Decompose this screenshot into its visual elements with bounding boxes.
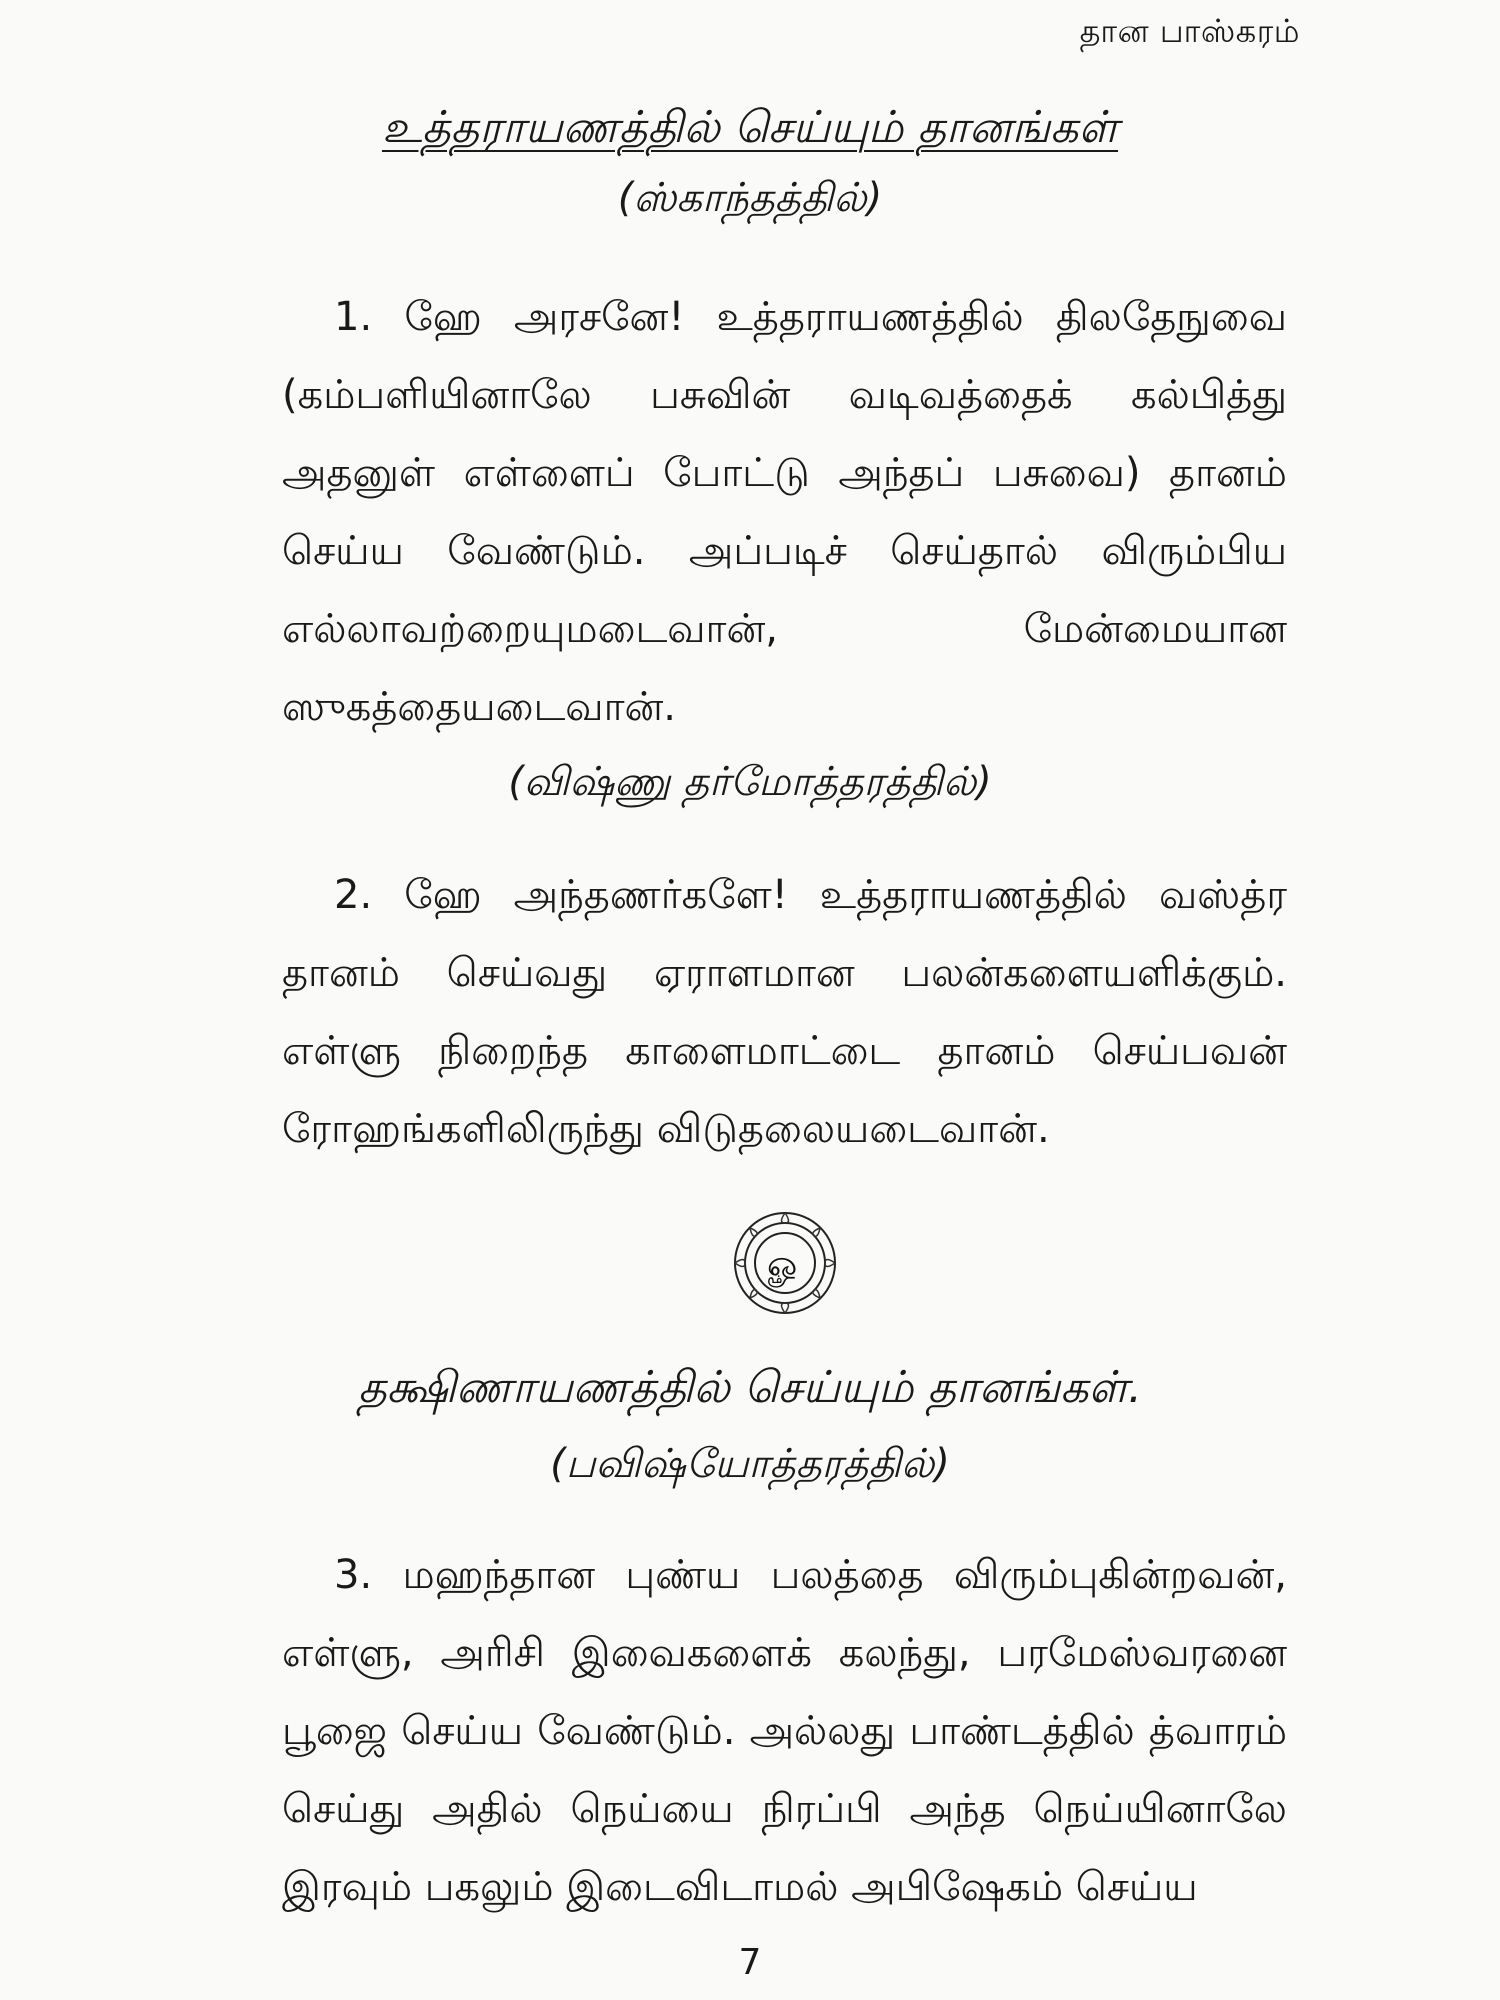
running-header: தான பாஸ்கரம் <box>1079 12 1300 50</box>
paragraph-3: 3. மஹந்தான புண்ய பலத்தை விரும்புகின்றவன், எள்ளு, அரிசி இவைகளைக் கலந்து, பரமேஸ்வரனை பூஜை செய்ய வேண்டும். அல்லது பாண்டத்தில் த்வாரம் செய்து அதில் நெய்யை நிரப்பி அந்த நெய்யினாலே இரவும் பகலும் இடைவிடாமல் அபிஷேகம் செய்ய <box>282 1552 1287 1910</box>
source-citation-bhavishyottara: (பவிஷ்யோத்தரத்தில்) <box>550 1441 950 1487</box>
section-heading-dakshinayana: தக்ஷிணாயணத்தில் செய்யும் தானங்கள். <box>357 1362 1143 1413</box>
page-number: 7 <box>738 1942 762 1983</box>
section-heading-text: உத்தராயணத்தில் செய்யும் தானங்கள் <box>381 102 1119 153</box>
om-glyph: ௐ <box>767 1244 803 1285</box>
paragraph-2: 2. ஹே அந்தணர்களே! உத்தராயணத்தில் வஸ்த்ர தானம் செய்வது ஏராளமான பலன்களையளிக்கும். எள்ளு நிறைந்த காளைமாட்டை தானம் செய்பவன் ரோஹங்களிலிருந்து விடுதலையடைவான். <box>282 872 1287 1152</box>
om-icon <box>730 1208 840 1318</box>
source-citation-skanda: (ஸ்காந்தத்தில்) <box>617 175 883 221</box>
section-heading-uttarayana <box>0 102 1500 155</box>
source-citation-vishnu-dharmottara: (விஷ்ணு தர்மோத்தரத்தில்) <box>508 759 992 805</box>
paragraph-1: 1. ஹே அரசனே! உத்தராயணத்தில் திலதேநுவை (கம்பளியினாலே பசுவின் வடிவத்தைக் கல்பித்து அதனுள் எள்ளைப் போட்டு அந்தப் பசுவை) தானம் செய்ய வேண்டும். அப்படிச் செய்தால் விரும்பிய எல்லாவற்றையுமடைவான், மேன்மையான ஸுகத்தையடைவான். <box>282 294 1287 730</box>
